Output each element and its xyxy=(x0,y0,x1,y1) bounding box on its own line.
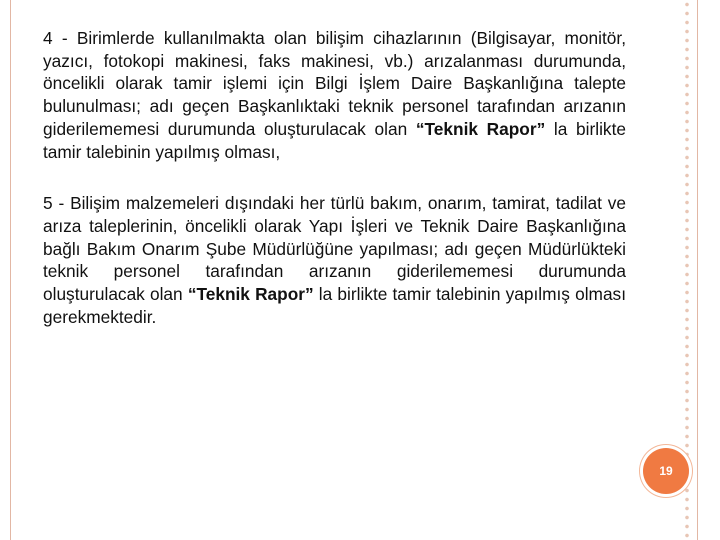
paragraph-item-5 xyxy=(43,192,626,328)
slide-content xyxy=(43,27,626,328)
paragraph-text: la birlikte tamir talebinin yapılmış olması, xyxy=(43,118,626,162)
paragraph-text: Bilişim malzemeleri dışındaki her türlü bakım, onarım, tamirat, tadilat ve arıza taleplerinin, öncelikli olarak Yapı İşleri ve Teknik Daire Başkanlığına bağlı Bakım Onarım Şube Müdürlüğüne yapılması; adı geçen Müdürlükteki teknik personel tarafından arızanın giderilememesi durumunda oluşturulacak olan xyxy=(43,193,626,305)
page-number-badge: 19 xyxy=(643,448,689,494)
paragraph-item-4 xyxy=(43,27,626,163)
emphasis-text: “Teknik Rapor” xyxy=(415,118,546,139)
item-number: 4 - xyxy=(43,28,68,48)
emphasis-text: “Teknik Rapor” xyxy=(187,284,314,305)
paragraph-text: Birimlerde kullanılmakta olan bilişim cihazlarının (Bilgisayar, monitör, yazıcı, fotokopi makinesi, faks makinesi, vb.) arızalanması durumunda, öncelikli olarak tamir işlemi için Bilgi İşlem Daire Başkanlığına talepte bulunulması; adı geçen Başkanlıktaki teknik personel tarafından arızanın giderilememesi durumunda oluşturulacak olan xyxy=(43,28,627,139)
item-number: 5 - xyxy=(43,193,65,214)
paragraph-text: la birlikte tamir talebinin yapılmış olması gerekmektedir. xyxy=(43,284,626,327)
